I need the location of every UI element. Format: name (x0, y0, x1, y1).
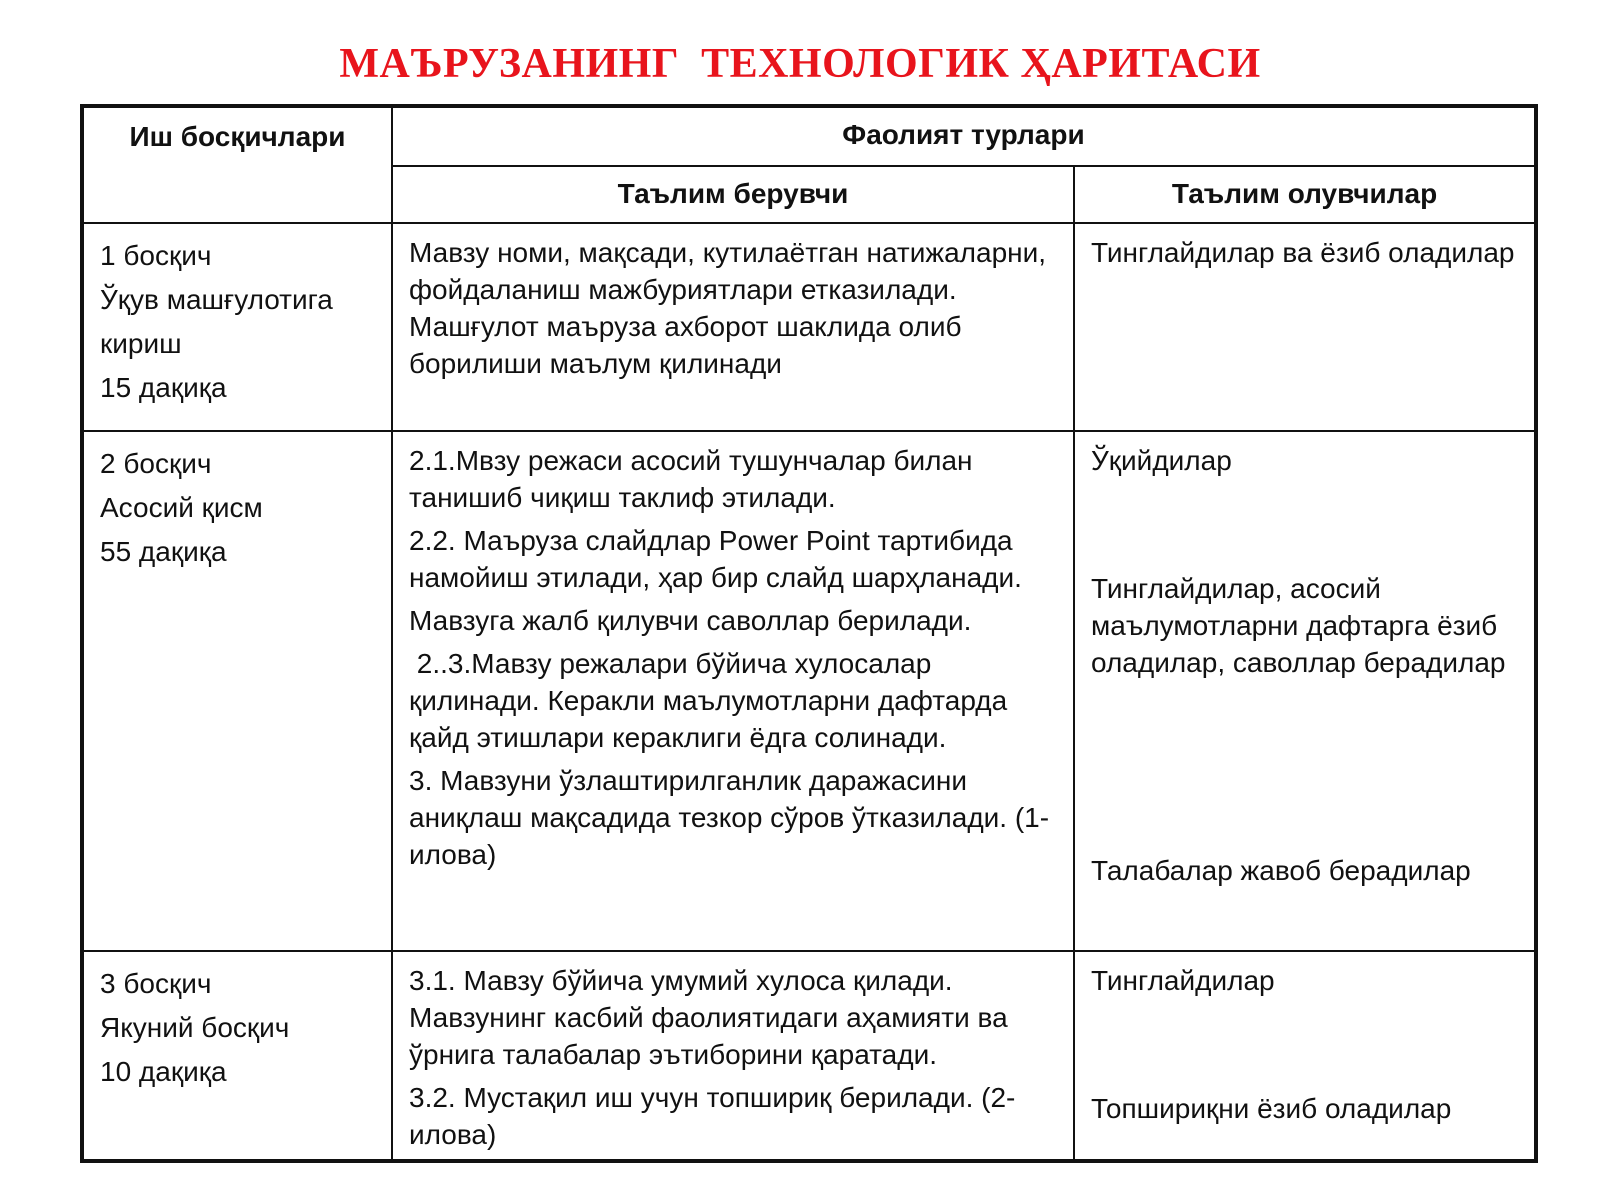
stage-duration: 55 дақиқа (100, 536, 227, 567)
students-cell (1074, 223, 1536, 431)
table-row (82, 951, 1536, 1161)
students-activity: Топшириқни ёзиб оладилар (1091, 1093, 1452, 1124)
header-stages: Иш босқичлари (82, 106, 392, 223)
header-students: Таълим олувчилар (1074, 166, 1536, 223)
teacher-activity: Мавзу номи, мақсади, кутилаётган натижаларни, фойдаланиш мажбуриятлари етказилади. Машғулот маъруза ахборот шаклида олиб борилиши маълум қилинади (409, 237, 1047, 379)
students-cell (1074, 431, 1536, 951)
stage-cell (82, 951, 392, 1161)
table-row (82, 431, 1536, 951)
stage-title-cont: кириш (100, 328, 182, 359)
teacher-activity: 3.2. Мустақил иш учун топшириқ берилади. (2-илова) (409, 1082, 1016, 1150)
students-activity: Тинглайдилар (1091, 965, 1275, 996)
header-activities: Фаолият турлари (392, 106, 1536, 166)
stage-number: 3 босқич (100, 968, 212, 999)
teacher-activity: 2..3.Мавзу режалари бўйича хулосалар қилинади. Керакли маълумотларни дафтарда қайд этишлари кераклиги ёдга солинади. (409, 648, 1015, 753)
stage-duration: 15 дақиқа (100, 372, 227, 403)
teacher-activity: 3. Мавзуни ўзлаштирилганлик даражасини аниқлаш мақсадида тезкор сўров ўтказилади. (1-илова) (409, 765, 1050, 870)
page-title: МАЪРУЗАНИНГ ТЕХНОЛОГИК ҲАРИТАСИ (339, 41, 1261, 87)
stage-title: Асосий қисм (100, 492, 263, 523)
students-activity: Тинглайдилар ва ёзиб оладилар (1091, 237, 1515, 268)
stage-duration: 10 дақиқа (100, 1056, 227, 1087)
table-row (82, 223, 1536, 431)
students-activity: Тинглайдилар, асосий маълумотларни дафтарга ёзиб оладилар, саволлар берадилар (1091, 573, 1506, 678)
students-activity: Талабалар жавоб берадилар (1091, 855, 1471, 886)
stage-number: 2 босқич (100, 448, 212, 479)
stage-cell (82, 223, 392, 431)
header-teacher: Таълим берувчи (392, 166, 1074, 223)
stage-title: Якуний босқич (100, 1012, 290, 1043)
stage-number: 1 босқич (100, 240, 212, 271)
students-activity: Ўқийдилар (1091, 445, 1232, 476)
teacher-activity: Мавзуга жалб қилувчи саволлар берилади. (409, 605, 972, 636)
teacher-activity: 3.1. Мавзу бўйича умумий хулоса қилади. Мавзунинг касбий фаолиятидаги аҳамияти ва ўрнига талабалар эътиборини қаратади. (409, 965, 1008, 1070)
stage-cell (82, 431, 392, 951)
technology-map-table (80, 104, 1538, 1163)
teacher-activity: 2.2. Маъруза слайдлар Power Point тартибида намойиш этилади, ҳар бир слайд шарҳланади. (409, 525, 1022, 593)
students-cell (1074, 951, 1536, 1161)
teacher-activity: 2.1.Мвзу режаси асосий тушунчалар билан танишиб чиқиш таклиф этилади. (409, 445, 973, 513)
stage-title: Ўқув машғулотига (100, 284, 333, 315)
teacher-cell (392, 951, 1074, 1161)
teacher-cell (392, 223, 1074, 431)
teacher-cell (392, 431, 1074, 951)
